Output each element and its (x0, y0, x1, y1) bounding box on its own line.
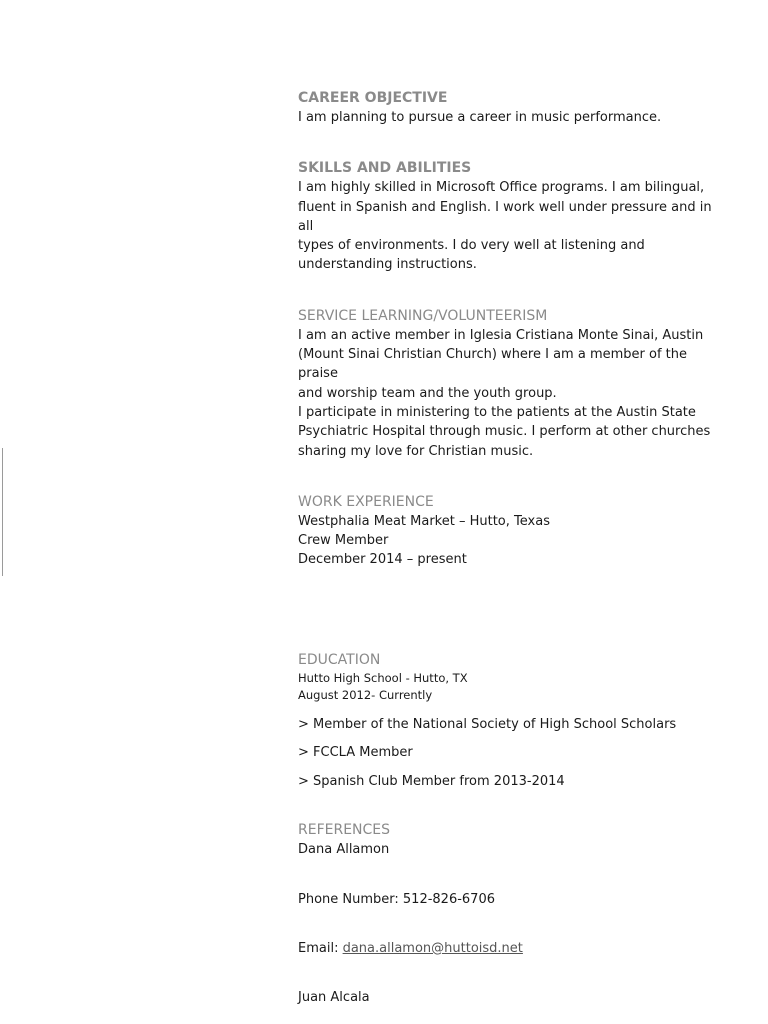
service-line: sharing my love for Christian music. (298, 443, 534, 459)
work-heading: WORK EXPERIENCE (298, 493, 434, 510)
skills-line: fluent in Spanish and English. I work well under pressure and in all (298, 199, 712, 234)
reference-phone: Phone Number: 512-826-6706 (298, 891, 495, 907)
references-section (298, 821, 728, 1007)
service-line: I participate in ministering to the patients at the Austin State (298, 404, 696, 420)
service-line: and worship team and the youth group. (298, 385, 557, 401)
skills-line: types of environments. I do very well at listening and (298, 238, 645, 254)
education-dates: August 2012- Currently (298, 687, 433, 702)
career-objective-text: I am planning to pursue a career in music performance. (298, 110, 662, 125)
work-dates: December 2014 – present (298, 552, 467, 568)
reference-email-line (298, 939, 728, 958)
service-line: I am an active member in Iglesia Cristiana Monte Sinai, Austin (298, 327, 704, 343)
career-objective-section (298, 89, 728, 127)
skills-section (298, 159, 728, 274)
work-experience-section (298, 493, 728, 570)
service-section (298, 307, 728, 461)
page-edge-line (2, 448, 3, 576)
service-heading: SERVICE LEARNING/VOLUNTEERISM (298, 307, 548, 324)
education-section (298, 651, 728, 790)
education-school: Hutto High School - Hutto, TX (298, 670, 468, 685)
resume-content (298, 89, 728, 1007)
work-employer: Westphalia Meat Market – Hutto, Texas (298, 513, 550, 529)
skills-line: understanding instructions. (298, 257, 477, 273)
email-label: Email: (298, 940, 343, 956)
service-line: (Mount Sinai Christian Church) where I am a member of the praise (298, 347, 687, 382)
education-heading: EDUCATION (298, 651, 381, 668)
references-heading: REFERENCES (298, 822, 391, 839)
service-line: Psychiatric Hospital through music. I perform at other churches (298, 424, 711, 440)
reference-name: Juan Alcala (298, 990, 370, 1006)
skills-line: I am highly skilled in Microsoft Office programs. I am bilingual, (298, 180, 705, 196)
career-objective-heading: CAREER OBJECTIVE (298, 90, 448, 106)
reference-name: Dana Allamon (298, 842, 390, 858)
education-item: > FCCLA Member (298, 745, 413, 761)
education-item: > Member of the National Society of High School Scholars (298, 716, 677, 732)
work-role: Crew Member (298, 533, 389, 549)
email-link[interactable]: dana.allamon@huttoisd.net (342, 940, 523, 956)
education-item: > Spanish Club Member from 2013-2014 (298, 773, 565, 789)
skills-heading: SKILLS AND ABILITIES (298, 160, 472, 177)
